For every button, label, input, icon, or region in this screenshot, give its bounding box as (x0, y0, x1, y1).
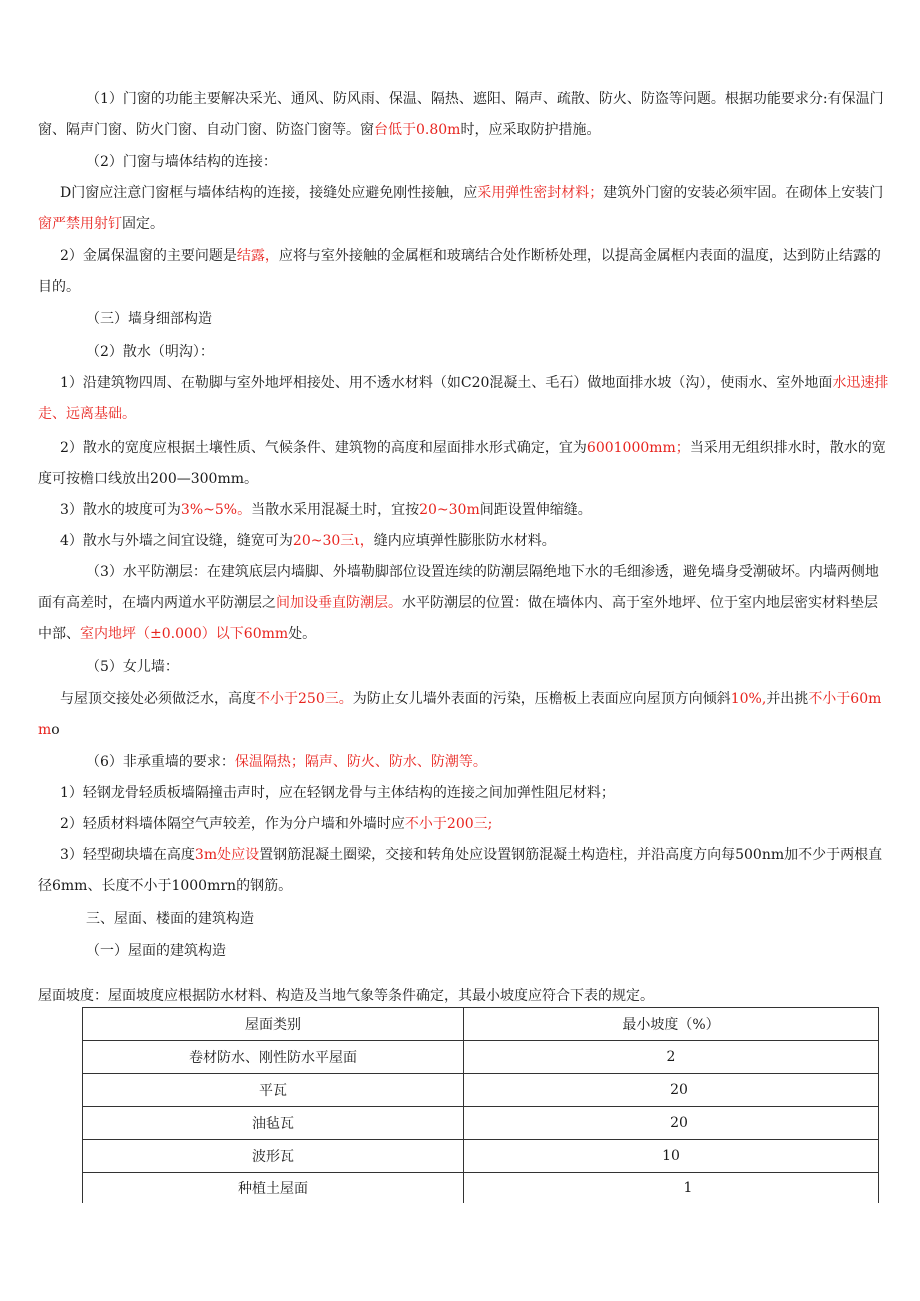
heading-apron: （2）散水（明沟）： (86, 344, 214, 360)
para-light-steel-wall: 1）轻钢龙骨轻质板墙隔撞击声时，应在轻钢龙骨与主体结构的连接之间加弹性阻尼材料； (60, 785, 615, 801)
table-header-cell: 最小坡度（%） (464, 1008, 879, 1041)
table-cell-slope: 1 (464, 1173, 879, 1204)
table-header-row (83, 1008, 879, 1041)
para-apron-4: 4）散水与外墙之间宜设缝，缝宽可为20~30三ι，缝内应填弹性膨胀防水材料。 (60, 533, 556, 549)
table-cell-slope: 2 (464, 1041, 879, 1074)
table-cell-slope: 20 (464, 1074, 879, 1107)
para-non-bearing-wall: （6）非承重墙的要求：保温隔热；隔声、防火、防水、防潮等。 (86, 754, 487, 770)
para-block-wall: 3）轻型砌块墙在高度3m处应设置钢筋混凝土圈梁，交接和转角处应设置钢筋混凝土构造柱，并沿高度方向每500nm加不少于两根直径6mm、长度不小于1000mrn的钢筋。 (38, 847, 883, 894)
para-damp-proof-course: （3）水平防潮层：在建筑底层内墙脚、外墙勒脚部位设置连续的防潮层隔绝地下水的毛细渗透，避免墙身受潮破坏。内墙两侧地面有高差时，在墙内两道水平防潮层之间加设垂直防潮层。水平防潮层的位置：做在墙体内、高于室外地坪、位于室内地层密实材料垫层中部、室内地坪（±0.000）以下60mm处。 (38, 564, 879, 642)
table-row (83, 1140, 879, 1173)
para-frame-wall-connection: D门窗应注意门窗框与墙体结构的连接，接缝处应避免刚性接触，应采用弹性密封材料；建筑外门窗的安装必须牢固。在砌体上安装门窗严禁用射钉固定。 (38, 185, 884, 232)
table-cell-category: 卷材防水、刚性防水平屋面 (83, 1041, 464, 1074)
heading-roof-floor: 三、屋面、楼面的建筑构造 (86, 911, 254, 927)
heading-parapet: （5）女儿墙： (86, 659, 179, 675)
table-cell-category: 平瓦 (83, 1074, 464, 1107)
table-cell-slope: 10 (464, 1140, 879, 1173)
table-row (83, 1107, 879, 1140)
heading-wall-details: （三）墙身细部构造 (86, 311, 212, 327)
para-door-window-functions: （1）门窗的功能主要解决采光、通风、防风雨、保温、隔热、遮阳、隔声、疏散、防火、防盗等问题。根据功能要求分:有保温门窗、隔声门窗、防火门窗、自动门窗、防盗门窗等。窗台低于0.80m时，应采取防护措施。 (38, 91, 884, 138)
para-metal-insulated-window: 2）金属保温窗的主要问题是结露，应将与室外接触的金属框和玻璃结合处作断桥处理，以提高金属框内表面的温度，达到防止结露的目的。 (38, 248, 881, 295)
table-cell-category: 波形瓦 (83, 1140, 464, 1173)
table-row (83, 1074, 879, 1107)
para-light-material-wall: 2）轻质材料墙体隔空气声较差，作为分户墙和外墙时应不小于200三; (60, 816, 493, 832)
table-cell-category: 油毡瓦 (83, 1107, 464, 1140)
roof-slope-table (82, 1007, 879, 1203)
para-parapet: 与屋顶交接处必须做泛水，高度不小于250三。为防止女儿墙外表面的污染，压檐板上表面应向屋顶方向倾斜10%,并出挑不小于60mmo (38, 691, 882, 738)
table-row (83, 1041, 879, 1074)
heading-roof-construction: （一）屋面的建筑构造 (86, 943, 226, 959)
table-header-cell: 屋面类别 (83, 1008, 464, 1041)
para-apron-2: 2）散水的宽度应根据土壤性质、气候条件、建筑物的高度和屋面排水形式确定，宜为6001000mm；当采用无组织排水时，散水的宽度可按檐口线放出200—300mm。 (38, 440, 886, 487)
para-roof-slope: 屋面坡度：屋面坡度应根据防水材料、构造及当地气象等条件确定，其最小坡度应符合下表的规定。 (38, 988, 654, 1004)
table-row (83, 1173, 879, 1204)
para-apron-1: 1）沿建筑物四周、在勒脚与室外地坪相接处、用不透水材料（如C20混凝土、毛石）做地面排水坡（沟），使雨水、室外地面水迅速排走、远离基础。 (38, 375, 889, 422)
para-apron-3: 3）散水的坡度可为3%~5%。当散水采用混凝土时，宜按20~30m间距设置伸缩缝。 (60, 502, 592, 518)
table-cell-slope: 20 (464, 1107, 879, 1140)
table-cell-category: 种植土屋面 (83, 1173, 464, 1204)
para-door-window-connection-heading: （2）门窗与墙体结构的连接： (86, 154, 277, 170)
